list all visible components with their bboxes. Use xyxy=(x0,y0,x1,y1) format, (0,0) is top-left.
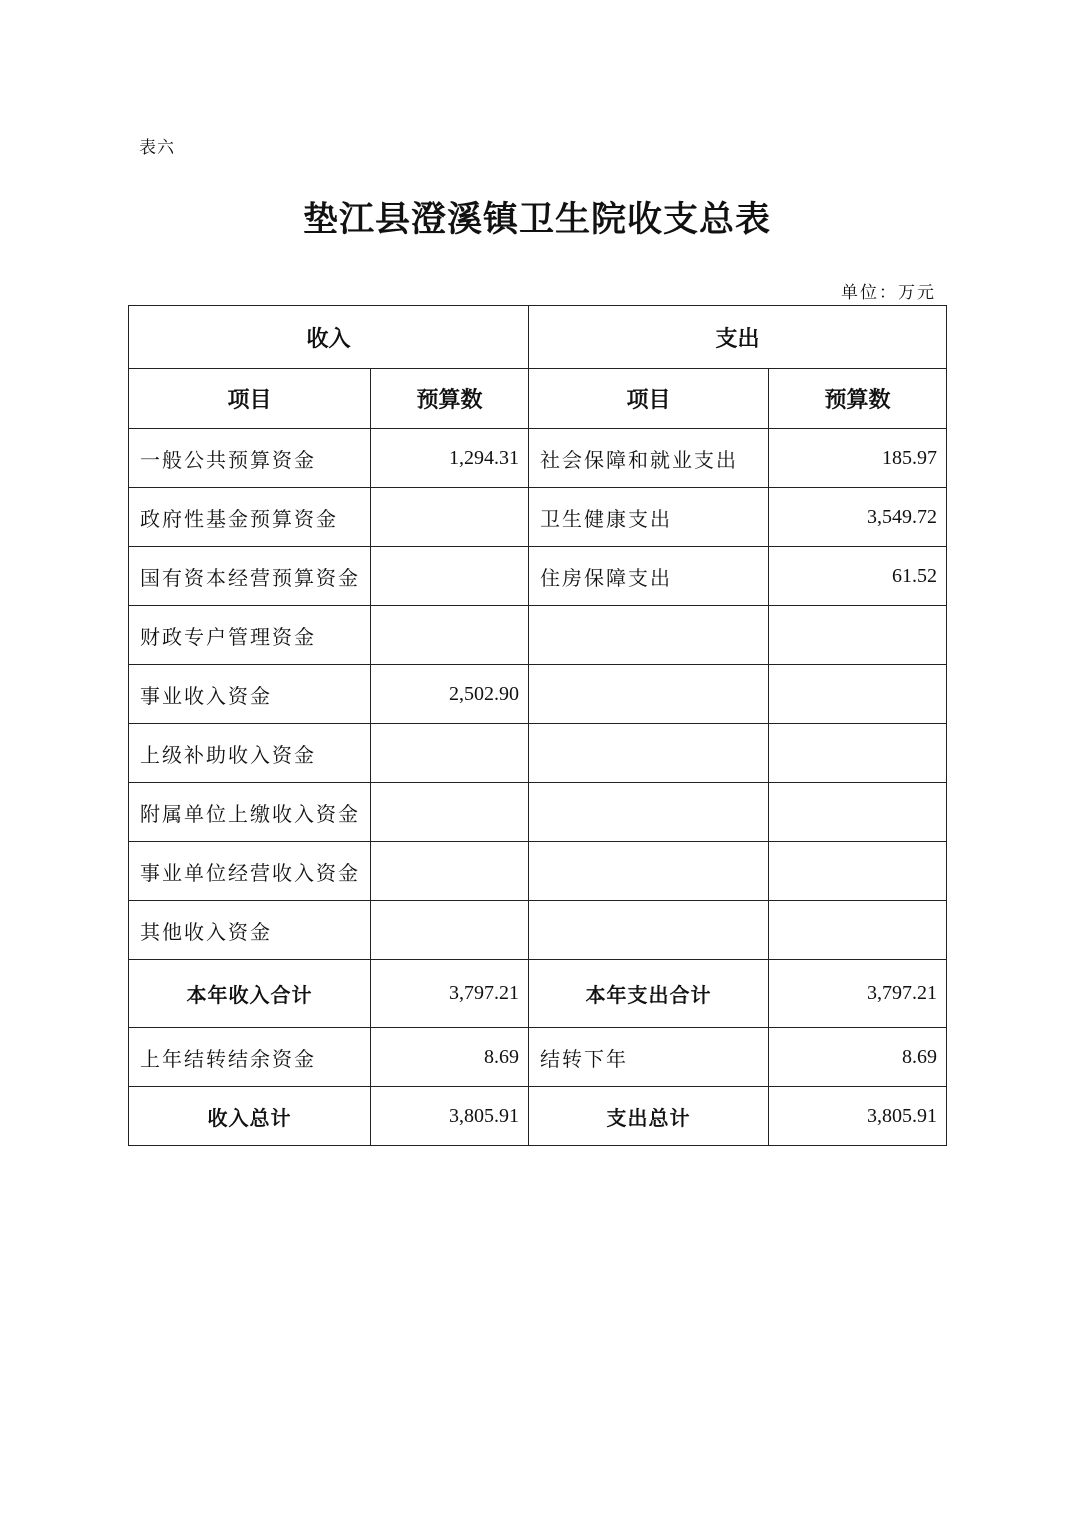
grand-total-row xyxy=(129,1087,947,1146)
income-year-total-label: 本年收入合计 xyxy=(129,960,371,1028)
expense-item-cell xyxy=(529,901,769,960)
income-amount-cell xyxy=(371,901,529,960)
expense-item-cell xyxy=(529,724,769,783)
table-row xyxy=(129,783,947,842)
expense-item-cell xyxy=(529,606,769,665)
expense-item-header: 项目 xyxy=(529,369,769,429)
section-header-row xyxy=(129,306,947,369)
expense-item-cell: 住房保障支出 xyxy=(529,547,769,606)
table-label: 表六 xyxy=(139,138,175,158)
income-amount-cell xyxy=(371,783,529,842)
expense-amount-cell xyxy=(769,606,947,665)
expense-item-cell: 社会保障和就业支出 xyxy=(529,429,769,488)
expense-year-total-label: 本年支出合计 xyxy=(529,960,769,1028)
expense-amount-cell xyxy=(769,842,947,901)
page-title: 垫江县澄溪镇卫生院收支总表 xyxy=(302,199,771,240)
expense-amount-cell: 61.52 xyxy=(769,547,947,606)
income-amount-cell: 1,294.31 xyxy=(371,429,529,488)
income-amount-cell xyxy=(371,724,529,783)
income-amount-cell xyxy=(371,606,529,665)
expense-carry-over-amount: 8.69 xyxy=(769,1028,947,1087)
expense-budget-header: 预算数 xyxy=(769,369,947,429)
income-amount-cell: 2,502.90 xyxy=(371,665,529,724)
expense-carry-over-label: 结转下年 xyxy=(529,1028,769,1087)
table-row xyxy=(129,488,947,547)
expense-amount-cell xyxy=(769,783,947,842)
income-item-cell: 事业单位经营收入资金 xyxy=(129,842,371,901)
table-row xyxy=(129,665,947,724)
carry-over-row xyxy=(129,1028,947,1087)
income-amount-cell xyxy=(371,488,529,547)
budget-summary-table xyxy=(128,305,947,1146)
income-item-cell: 一般公共预算资金 xyxy=(129,429,371,488)
income-item-cell: 事业收入资金 xyxy=(129,665,371,724)
income-carry-over-amount: 8.69 xyxy=(371,1028,529,1087)
income-item-cell: 财政专户管理资金 xyxy=(129,606,371,665)
income-budget-header: 预算数 xyxy=(371,369,529,429)
income-amount-cell xyxy=(371,547,529,606)
income-carry-over-label: 上年结转结余资金 xyxy=(129,1028,371,1087)
expense-amount-cell xyxy=(769,901,947,960)
income-item-cell: 国有资本经营预算资金 xyxy=(129,547,371,606)
table-row xyxy=(129,606,947,665)
expense-amount-cell: 185.97 xyxy=(769,429,947,488)
income-grand-total-amount: 3,805.91 xyxy=(371,1087,529,1146)
income-item-cell: 上级补助收入资金 xyxy=(129,724,371,783)
income-year-total-amount: 3,797.21 xyxy=(371,960,529,1028)
expense-amount-cell: 3,549.72 xyxy=(769,488,947,547)
expense-grand-total-amount: 3,805.91 xyxy=(769,1087,947,1146)
table-row xyxy=(129,724,947,783)
table-row xyxy=(129,429,947,488)
table-row xyxy=(129,547,947,606)
expense-item-cell xyxy=(529,665,769,724)
income-item-cell: 政府性基金预算资金 xyxy=(129,488,371,547)
table-row xyxy=(129,901,947,960)
income-amount-cell xyxy=(371,842,529,901)
column-header-row xyxy=(129,369,947,429)
expense-amount-cell xyxy=(769,724,947,783)
unit-note: 单位：万元 xyxy=(841,283,936,303)
income-item-header: 项目 xyxy=(129,369,371,429)
year-total-row xyxy=(129,960,947,1028)
expense-item-cell xyxy=(529,842,769,901)
expense-amount-cell xyxy=(769,665,947,724)
income-grand-total-label: 收入总计 xyxy=(129,1087,371,1146)
expense-item-cell xyxy=(529,783,769,842)
expense-year-total-amount: 3,797.21 xyxy=(769,960,947,1028)
expense-grand-total-label: 支出总计 xyxy=(529,1087,769,1146)
expense-item-cell: 卫生健康支出 xyxy=(529,488,769,547)
income-item-cell: 其他收入资金 xyxy=(129,901,371,960)
expense-section-header: 支出 xyxy=(529,306,947,369)
income-section-header: 收入 xyxy=(129,306,529,369)
table-row xyxy=(129,842,947,901)
income-item-cell: 附属单位上缴收入资金 xyxy=(129,783,371,842)
